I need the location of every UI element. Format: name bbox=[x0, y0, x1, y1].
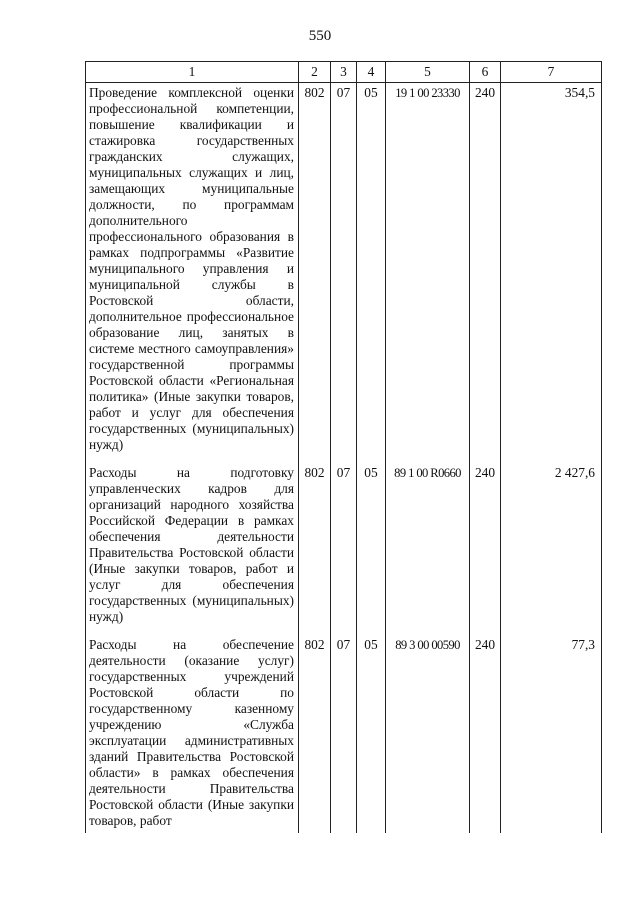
row-expense-type: 240 bbox=[470, 83, 501, 464]
row-description: Проведение комплексной оценки профессиональной компетенции, повышение квалификации и стажировка государственных гражданских служащих, муниципальных служащих и лиц, замещающих муниципальные должности, по программам дополнительного профессионального образования в рамках подпрограммы «Развитие муниципального управления и муниципальной службы в Ростовской области, дополнительное профессиональное образование лиц, занятых в системе местного самоуправления» государственной программы Ростовской области «Региональная политика» (Иные закупки товаров, работ и услуг для обеспечения государственных (муниципальных) нужд) bbox=[86, 83, 299, 464]
row-target-code: 89 3 00 00590 bbox=[386, 635, 470, 833]
row-ministry-code: 802 bbox=[299, 635, 331, 833]
header-col-7: 7 bbox=[501, 62, 602, 83]
header-col-3: 3 bbox=[331, 62, 357, 83]
row-target-code: 19 1 00 23330 bbox=[386, 83, 470, 464]
row-target-code: 89 1 00 R0660 bbox=[386, 463, 470, 635]
row-subsection-code: 05 bbox=[357, 463, 386, 635]
row-ministry-code: 802 bbox=[299, 83, 331, 464]
header-col-4: 4 bbox=[357, 62, 386, 83]
row-amount: 2 427,6 bbox=[501, 463, 602, 635]
header-col-2: 2 bbox=[299, 62, 331, 83]
header-col-6: 6 bbox=[470, 62, 501, 83]
row-description: Расходы на подготовку управленческих кадров для организаций народного хозяйства Российской Федерации в рамках обеспечения деятельности Правительства Ростовской области (Иные закупки товаров, работ и услуг для обеспечения государственных (муниципальных) нужд) bbox=[86, 463, 299, 635]
row-subsection-code: 05 bbox=[357, 635, 386, 833]
page-number: 550 bbox=[308, 28, 332, 44]
header-col-5: 5 bbox=[386, 62, 470, 83]
row-amount: 77,3 bbox=[501, 635, 602, 833]
table-row bbox=[86, 83, 602, 464]
row-section-code: 07 bbox=[331, 463, 357, 635]
row-amount: 354,5 bbox=[501, 83, 602, 464]
header-row bbox=[86, 62, 602, 83]
table-header bbox=[86, 62, 602, 83]
row-expense-type: 240 bbox=[470, 635, 501, 833]
row-description: Расходы на обеспечение деятельности (оказание услуг) государственных учреждений Ростовской области по государственному казенному учреждению «Служба эксплуатации административных зданий Правительства Ростовской области» в рамках обеспечения деятельности Правительства Ростовской области (Иные закупки товаров, работ bbox=[86, 635, 299, 833]
row-section-code: 07 bbox=[331, 635, 357, 833]
row-ministry-code: 802 bbox=[299, 463, 331, 635]
row-subsection-code: 05 bbox=[357, 83, 386, 464]
header-col-1: 1 bbox=[86, 62, 299, 83]
row-section-code: 07 bbox=[331, 83, 357, 464]
table-row bbox=[86, 463, 602, 635]
table-row bbox=[86, 635, 602, 833]
budget-table bbox=[85, 61, 602, 833]
row-expense-type: 240 bbox=[470, 463, 501, 635]
